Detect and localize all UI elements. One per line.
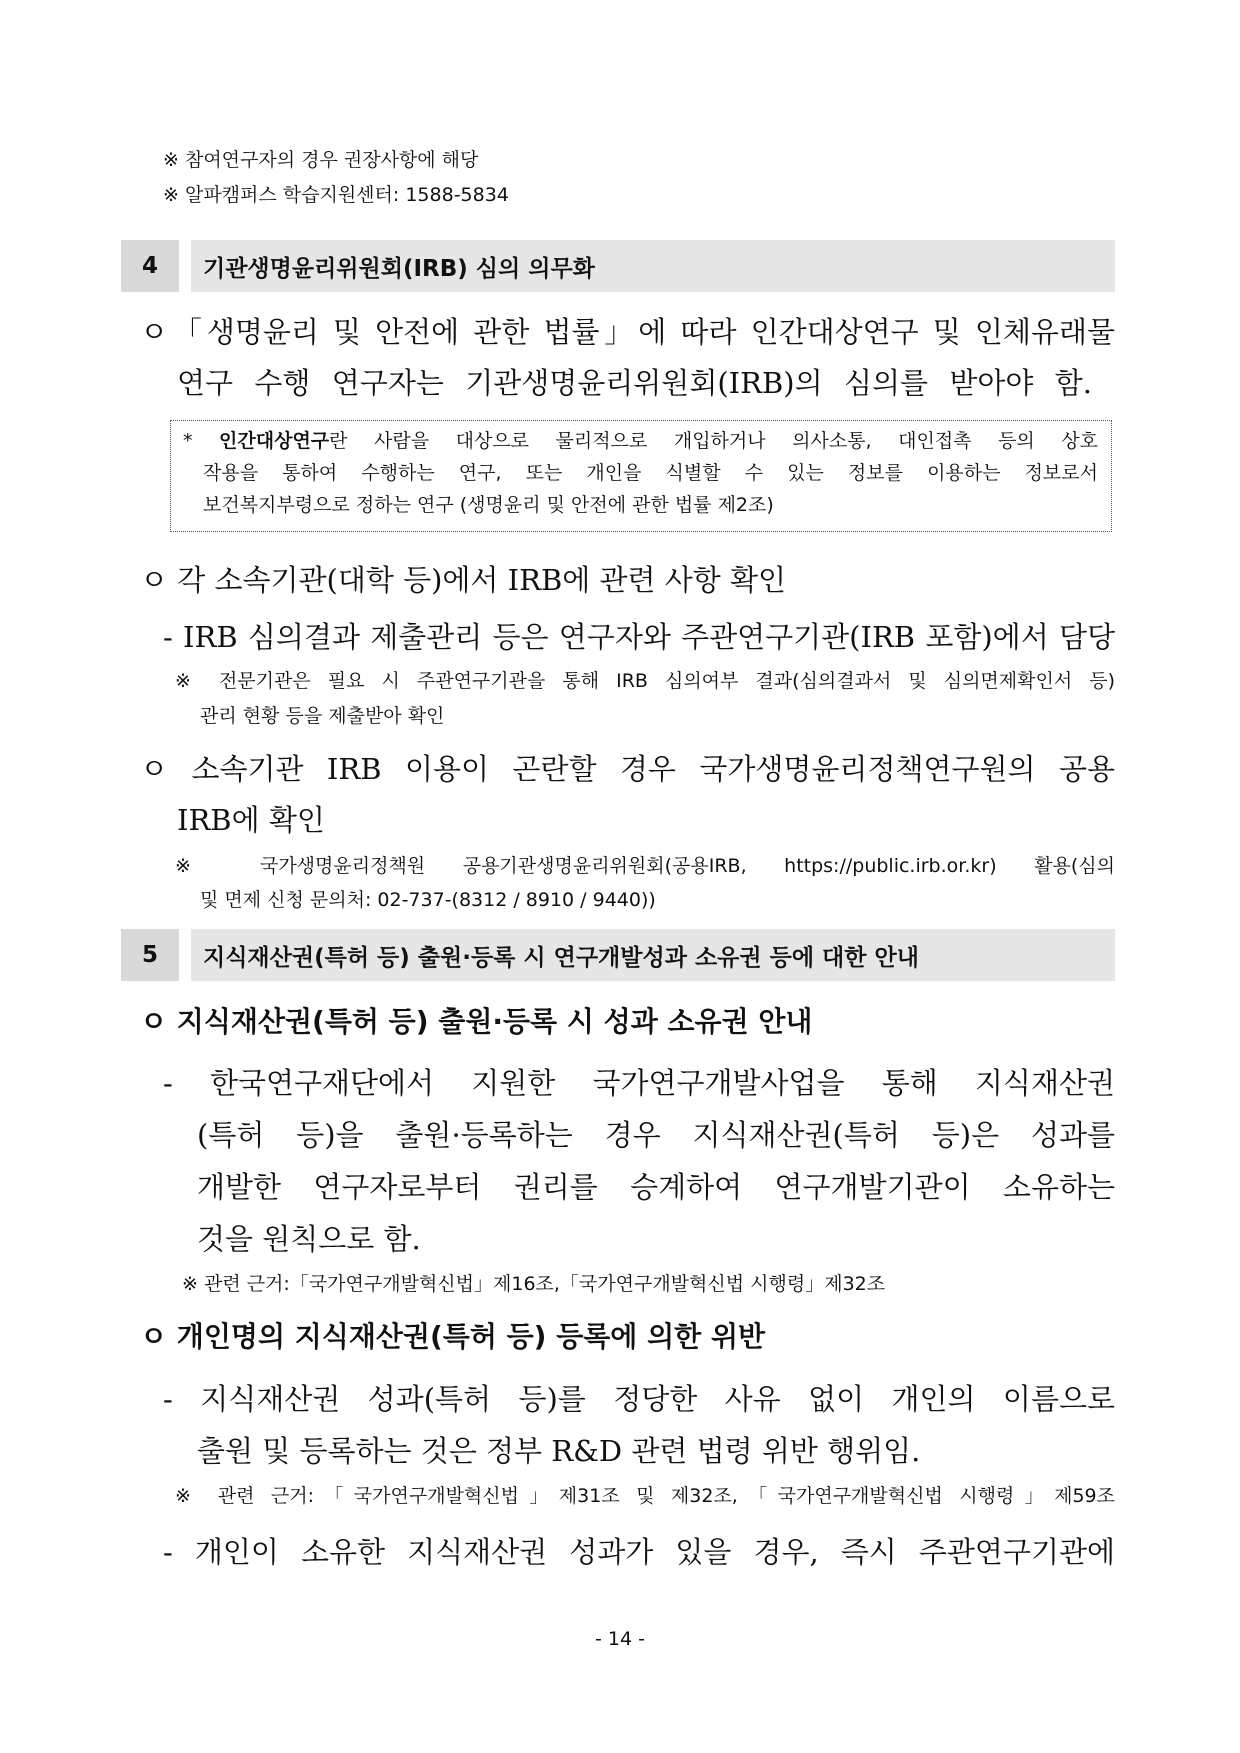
- section-5-header: [121, 929, 1115, 981]
- irb-para2: ㅇ 각 소속기관(대학 등)에서 IRB에 관련 사항 확인: [140, 563, 787, 597]
- section-5-title: 지식재산권(특허 등) 출원·등록 시 연구개발성과 소유권 등에 대한 안내: [191, 929, 1115, 981]
- irb-para1-line2: 연구 수행 연구자는 기관생명윤리위원회(IRB)의 심의를 받아야 함.: [177, 366, 1092, 400]
- definition-line1-text: 란 사람을 대상으로 물리적으로 개입하거나 의사소통, 대인접촉 등의 상호: [329, 430, 1098, 452]
- irb-para3-note-line1: ※ 국가생명윤리정책원 공용기관생명윤리위원회(공용IRB, https://public.irb.or.kr) 활용(심의: [175, 855, 1115, 877]
- irb-para2-note-line2: 관리 현황 등을 제출받아 확인: [200, 705, 445, 727]
- ip-dash1-line4: 것을 원칙으로 함.: [197, 1222, 421, 1256]
- irb-para2-dash: - IRB 심의결과 제출관리 등은 연구자와 주관연구기관(IRB 포함)에서 담당: [163, 620, 1115, 654]
- section-5-number: 5: [121, 929, 179, 981]
- ip-dash1-line2: (특허 등)을 출원·등록하는 경우 지식재산권(특허 등)은 성과를: [197, 1118, 1115, 1152]
- definition-term: 인간대상연구: [219, 430, 330, 452]
- ip-heading-2: ㅇ 개인명의 지식재산권(특허 등) 등록에 의한 위반: [140, 1320, 766, 1353]
- ip-note-1: ※ 관련 근거:「국가연구개발혁신법」제16조,「국가연구개발혁신법 시행령」제32조: [182, 1273, 886, 1295]
- definition-line3: 보건복지부령으로 정하는 연구 (생명윤리 및 안전에 관한 법률 제2조): [203, 494, 774, 516]
- irb-para3-note-line2: 및 면제 신청 문의처: 02-737-(8312 / 8910 / 9440)): [200, 889, 656, 911]
- ip-dash2-line1: - 지식재산권 성과(특허 등)를 정당한 사유 없이 개인의 이름으로: [163, 1382, 1115, 1416]
- irb-para3-line2: IRB에 확인: [177, 803, 325, 837]
- section-4-header: [121, 240, 1115, 292]
- ip-dash1-line3: 개발한 연구자로부터 권리를 승계하여 연구개발기관이 소유하는: [197, 1170, 1115, 1204]
- ip-heading-1: ㅇ 지식재산권(특허 등) 출원·등록 시 성과 소유권 안내: [140, 1005, 813, 1038]
- ip-dash1-line1: - 한국연구재단에서 지원한 국가연구개발사업을 통해 지식재산권: [163, 1066, 1115, 1100]
- ip-dash2-line2: 출원 및 등록하는 것은 정부 R&D 관련 법령 위반 행위임.: [197, 1434, 921, 1468]
- definition-box: [170, 420, 1112, 532]
- definition-line2: 작용을 통하여 수행하는 연구, 또는 개인을 식별할 수 있는 정보를 이용하는 정보로서: [203, 462, 1098, 484]
- section-4-title: 기관생명윤리위원회(IRB) 심의 의무화: [191, 240, 1115, 292]
- irb-para2-note-line1: ※ 전문기관은 필요 시 주관연구기관을 통해 IRB 심의여부 결과(심의결과서 및 심의면제확인서 등): [175, 670, 1115, 692]
- page-number: - 14 -: [595, 1628, 645, 1650]
- irb-para1-line1: ㅇ「생명윤리 및 안전에 관한 법률」에 따라 인간대상연구 및 인체유래물: [140, 315, 1115, 349]
- irb-para3-line1: ㅇ 소속기관 IRB 이용이 곤란할 경우 국가생명윤리정책연구원의 공용: [140, 752, 1115, 786]
- ip-dash3-line1: - 개인이 소유한 지식재산권 성과가 있을 경우, 즉시 주관연구기관에: [163, 1535, 1115, 1569]
- section-4-number: 4: [121, 240, 179, 292]
- definition-line1: * 인간대상연구란 사람을 대상으로 물리적으로 개입하거나 의사소통, 대인접촉 등의 상호: [183, 430, 1098, 452]
- top-note-1: ※ 참여연구자의 경우 권장사항에 해당: [163, 149, 479, 171]
- top-note-2: ※ 알파캠퍼스 학습지원센터: 1588-5834: [163, 184, 509, 206]
- ip-note-2: ※ 관련 근거:「국가연구개발혁신법」제31조 및 제32조,「국가연구개발혁신법 시행령」제59조: [175, 1485, 1115, 1507]
